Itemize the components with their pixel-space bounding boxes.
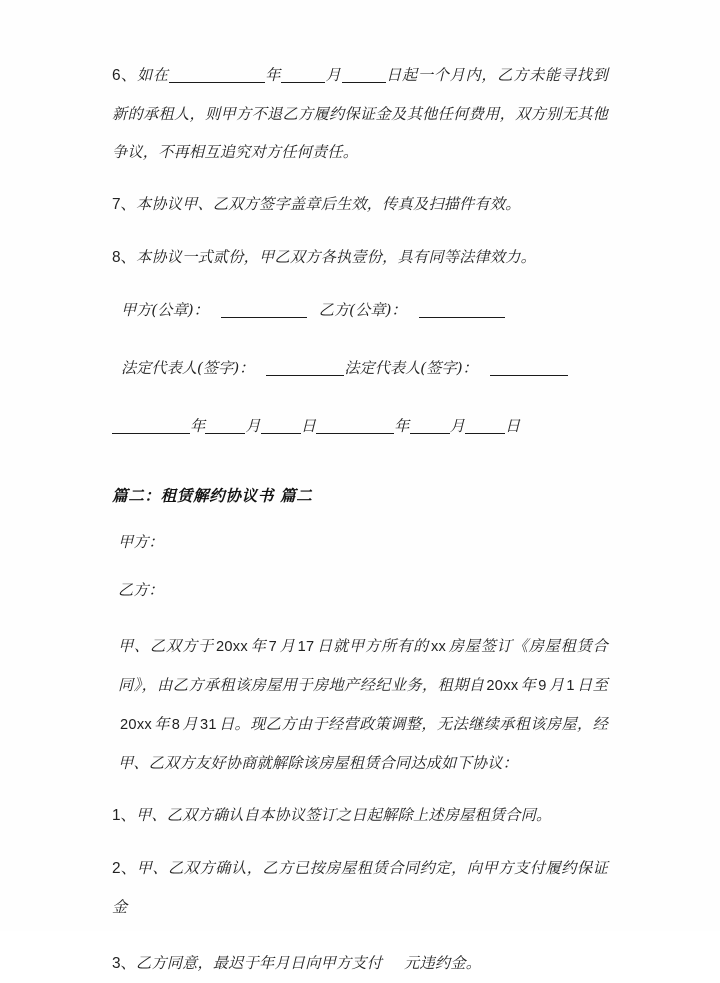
- clause-6-year-blank[interactable]: [169, 67, 265, 83]
- clause-7-paragraph: [112, 185, 608, 224]
- section-two-party-a: 甲方：: [118, 533, 164, 551]
- party-a-seal-blank[interactable]: [221, 302, 307, 318]
- clause-6-day-blank[interactable]: [342, 67, 386, 83]
- item-2-text: 甲、乙双方确认，乙方已按房屋租赁合同约定，向甲方支付履约保证金: [112, 859, 608, 916]
- item-3-number: 3、: [112, 955, 136, 972]
- clause-8-number: 8、: [112, 249, 136, 266]
- item-1-number: 1、: [112, 807, 136, 824]
- item-3-text-b: 元违约金。: [404, 954, 482, 972]
- clause-6-number: 6、: [112, 67, 137, 84]
- item-3-text-a: 乙方同意，最迟于年月日向甲方支付: [135, 954, 383, 972]
- date-b-month-blank[interactable]: [410, 418, 450, 434]
- clause-6-rest: 日起一个月内，乙方未能寻找到新的承租人，则甲方不退乙方履约保证金及其他任何费用，双方别无其他争议，不再相互追究对方任何责任。: [112, 66, 609, 161]
- section-two-preamble: [112, 627, 608, 782]
- signature-date-line: [112, 407, 608, 445]
- section-two-item-1: [112, 796, 608, 835]
- spacer: [112, 393, 608, 407]
- party-a-rep-label: 法定代表人(签字)：: [121, 359, 255, 377]
- clause-6-month-blank[interactable]: [281, 67, 325, 83]
- document-body: [112, 56, 608, 983]
- clause-7-number: 7、: [112, 196, 136, 213]
- clause-8-text: 本协议一式贰份，甲乙双方各执壹份，具有同等法律效力。: [135, 248, 537, 266]
- date-a-day-unit: 日: [300, 417, 317, 435]
- date-a-year-blank[interactable]: [112, 418, 190, 434]
- preamble-seg2: 日就甲方所有的: [316, 637, 429, 655]
- preamble-month-1: 7: [268, 639, 277, 655]
- party-b-rep-blank[interactable]: [490, 360, 568, 376]
- clause-6-unit-month: 月: [325, 66, 342, 84]
- preamble-year-1: 20xx: [215, 639, 248, 655]
- preamble-unit-year-2: 年: [520, 676, 537, 694]
- spacer: [112, 230, 608, 238]
- spacer: [112, 283, 608, 291]
- date-b-year-unit: 年: [394, 417, 410, 435]
- preamble-unit-month-1: 月: [278, 637, 296, 655]
- clause-7-text: 本协议甲、乙双方签字盖章后生效，传真及扫描件有效。: [135, 195, 521, 213]
- section-two-item-2: [112, 849, 608, 926]
- legal-rep-signature-line: [112, 349, 608, 387]
- preamble-unit-month-2: 月: [548, 676, 565, 694]
- preamble-day-3: 31: [199, 717, 217, 733]
- preamble-day-2: 1: [566, 678, 575, 694]
- item-1-text: 甲、乙双方确认自本协议签订之日起解除上述房屋租赁合同。: [135, 806, 552, 824]
- seal-signature-line: [112, 291, 608, 329]
- clause-6-text-a: 如在: [136, 66, 169, 84]
- preamble-unit-year-3: 年: [154, 715, 170, 733]
- party-a-rep-blank[interactable]: [266, 360, 344, 376]
- preamble-seg5: 日。现乙方由于经营政策调整，无法继续承租该房屋，经甲、乙双方友好协商就解除该房屋租赁合同达成如下协议：: [118, 715, 608, 772]
- preamble-year-3: 20xx: [120, 717, 153, 733]
- spacer: [112, 619, 608, 627]
- date-b-year-blank[interactable]: [316, 418, 394, 434]
- spacer: [112, 335, 608, 349]
- preamble-seg4: 日至: [576, 676, 608, 694]
- section-two-heading: 篇二：租赁解约协议书 篇二: [112, 486, 313, 505]
- date-a-day-blank[interactable]: [261, 418, 301, 434]
- spacer: [112, 788, 608, 796]
- preamble-year-2: 20xx: [486, 678, 519, 694]
- clause-8-paragraph: [112, 238, 608, 277]
- preamble-seg3: 房屋签订《房屋租赁合同》，由乙方承租该房屋用于房地产经纪业务，租期自: [118, 637, 609, 694]
- preamble-unit-month-3: 月: [182, 715, 198, 733]
- date-a-month-blank[interactable]: [205, 418, 245, 434]
- party-a-seal-label: 甲方(公章)：: [121, 301, 209, 319]
- preamble-unit-year-1: 年: [249, 637, 267, 655]
- preamble-day-1: 17: [297, 639, 315, 655]
- date-b-day-unit: 日: [504, 417, 521, 435]
- spacer: [112, 451, 608, 459]
- date-a-year-unit: 年: [190, 417, 206, 435]
- section-two-party-b: 乙方：: [118, 581, 164, 599]
- party-b-rep-label: 法定代表人(签字)：: [344, 359, 478, 377]
- party-b-seal-blank[interactable]: [419, 302, 505, 318]
- preamble-property: xx: [430, 639, 447, 655]
- preamble-month-3: 8: [171, 717, 181, 733]
- date-a-month-unit: 月: [245, 417, 261, 435]
- preamble-month-2: 9: [538, 678, 547, 694]
- preamble-seg1: 甲、乙双方于: [118, 637, 214, 655]
- party-b-seal-label: 乙方(公章)：: [318, 301, 407, 319]
- spacer: [112, 926, 608, 944]
- item-2-number: 2、: [112, 860, 137, 877]
- spacer: [112, 177, 608, 185]
- date-b-month-unit: 月: [449, 417, 465, 435]
- clause-6-unit-year: 年: [264, 66, 282, 84]
- spacer: [112, 841, 608, 849]
- section-two-item-3: [112, 944, 608, 983]
- date-b-day-blank[interactable]: [465, 418, 505, 434]
- clause-6-paragraph: [112, 56, 608, 171]
